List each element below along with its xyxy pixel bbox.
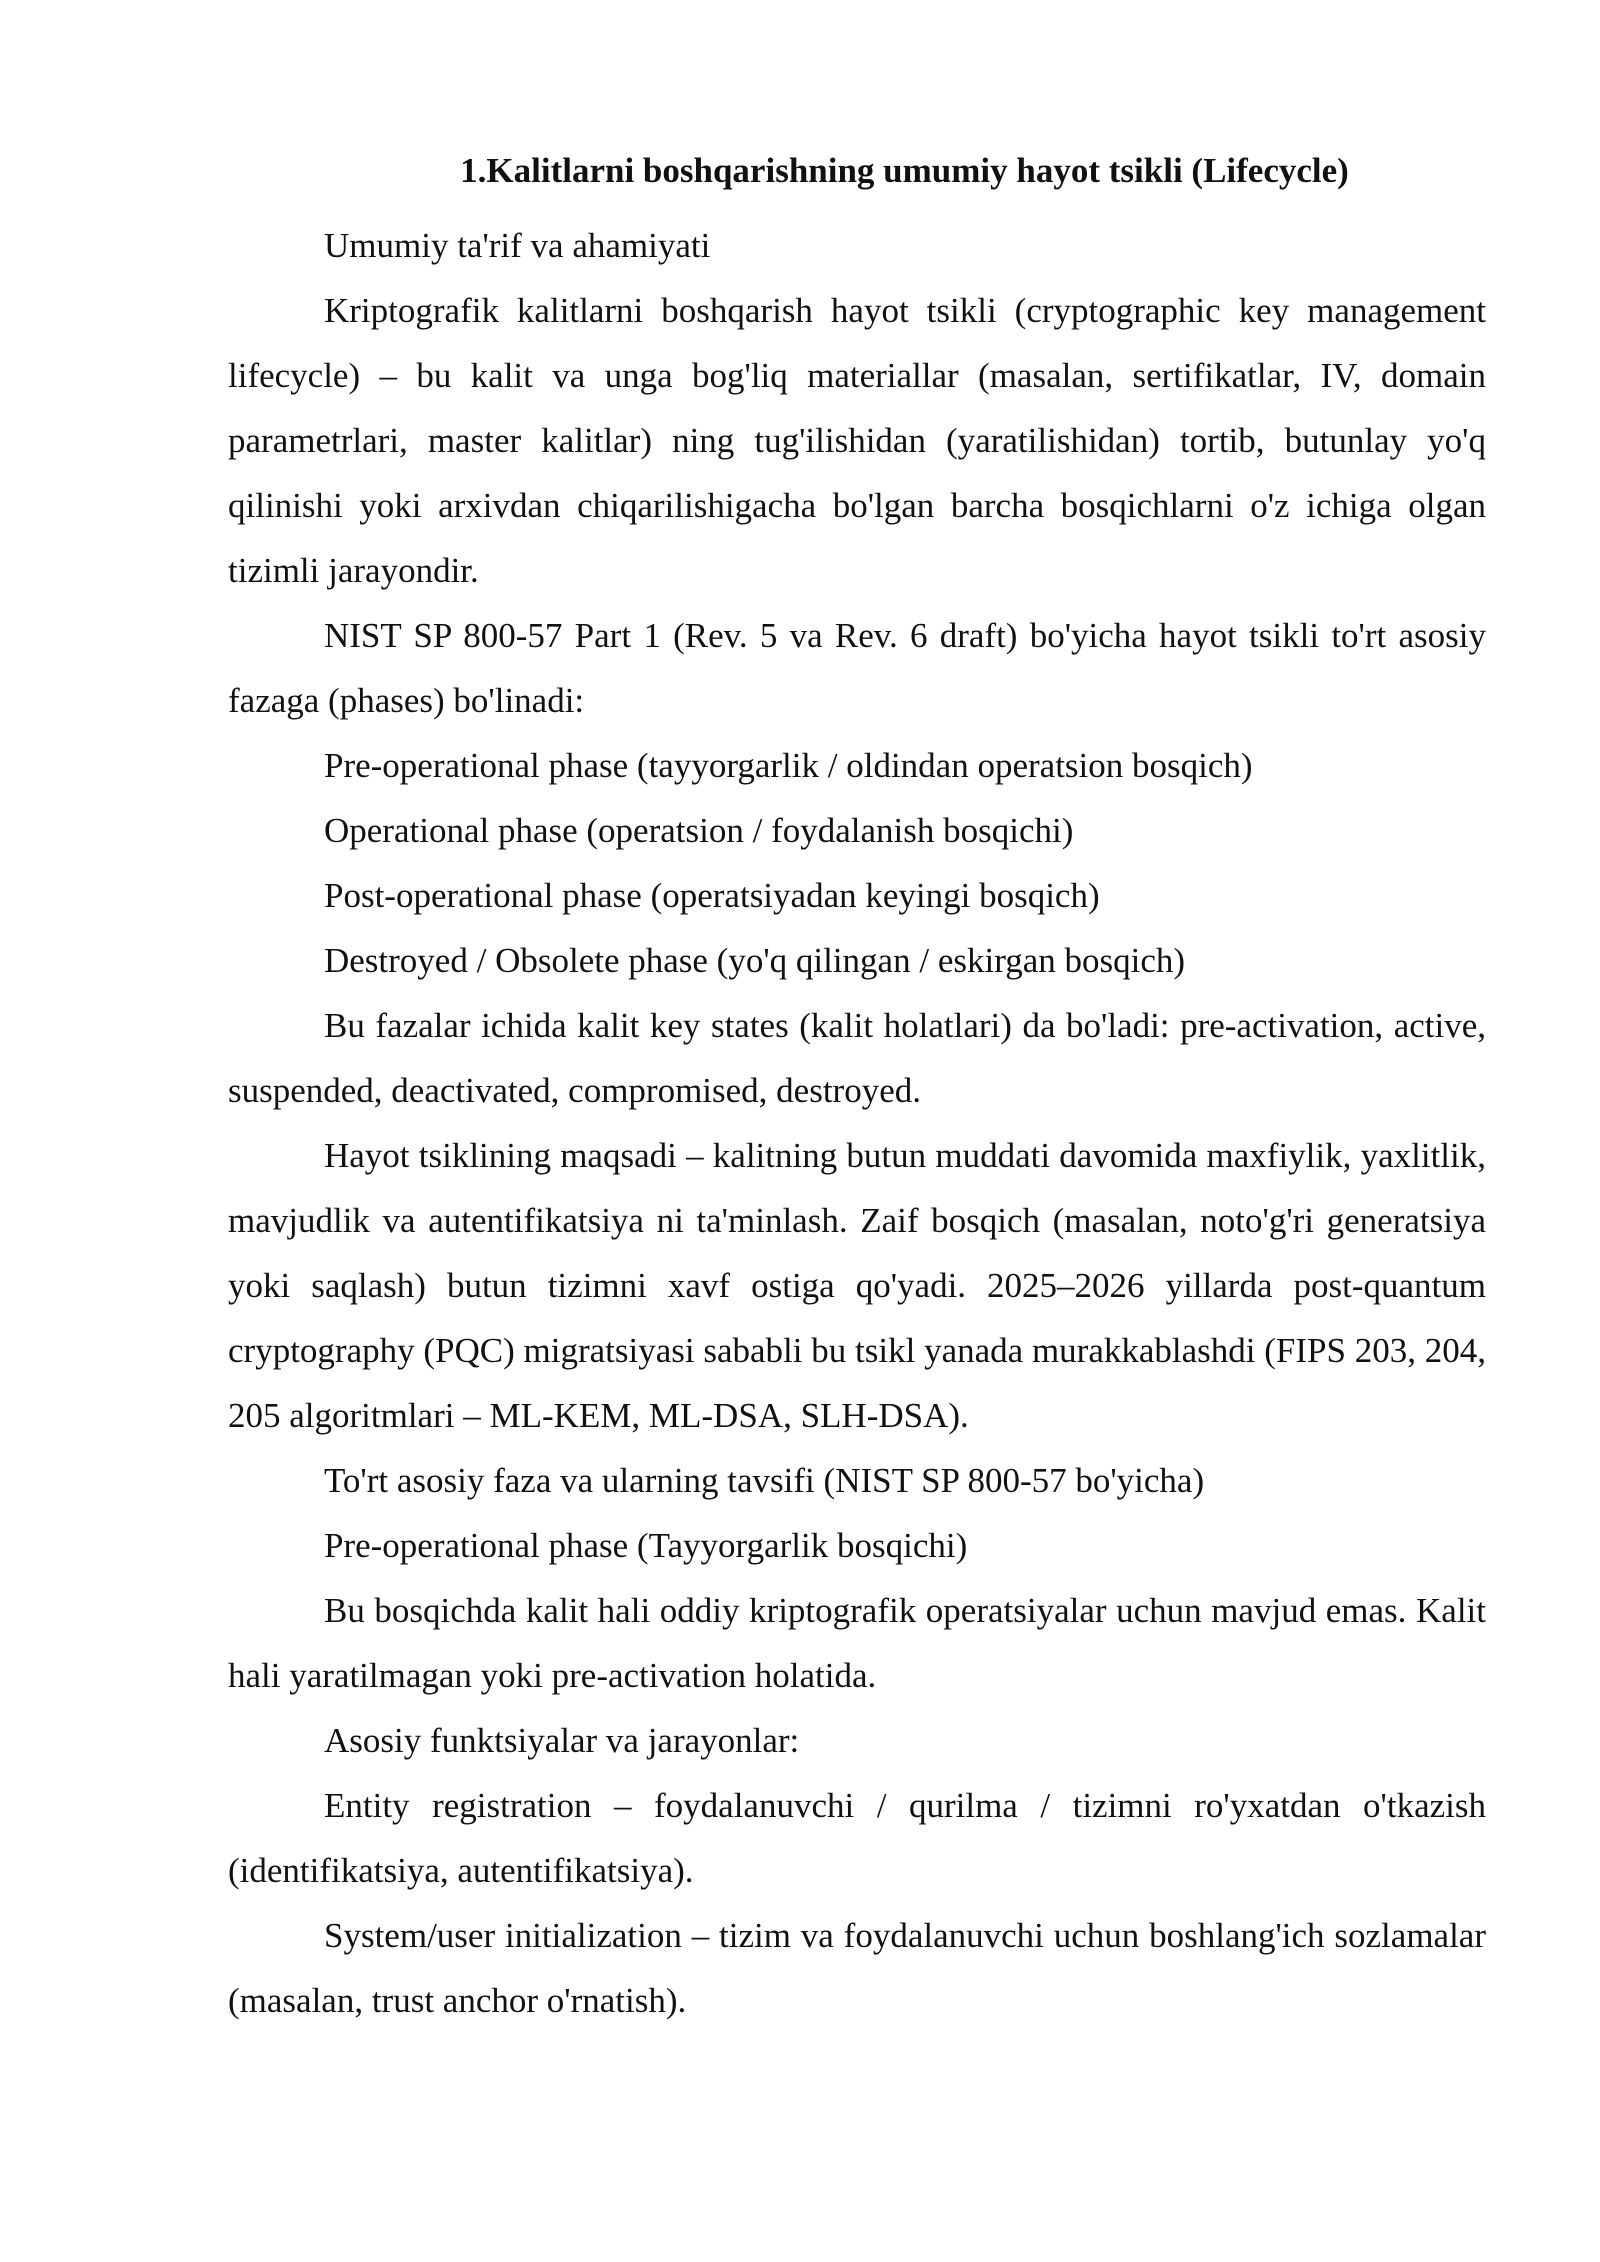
- body-paragraph: Bu fazalar ichida kalit key states (kalit holatlari) da bo'ladi: pre-activation, active, suspended, deactivated, compromised, destroyed.: [228, 1006, 1486, 1110]
- phase-list-item: Post-operational phase (operatsiyadan keyingi bosqich): [324, 876, 1100, 915]
- body-paragraph: Hayot tsiklining maqsadi – kalitning butun muddati davomida maxfiylik, yaxlitlik, mavjudlik va autentifikatsiya ni ta'minlash. Zaif bosqich (masalan, noto'g'ri generatsiya yoki saqlash) butun tizimni xavf ostiga qo'yadi. 2025–2026 yillarda post-quantum cryptography (PQC) migratsiyasi sababli bu tsikl yanada murakkablashdi (FIPS 203, 204, 205 algoritmlari – ML-KEM, ML-DSA, SLH-DSA).: [228, 1136, 1486, 1435]
- section-subtitle: Umumiy ta'rif va ahamiyati: [324, 226, 711, 265]
- body-paragraph: Kriptografik kalitlarni boshqarish hayot tsikli (cryptographic key management lifecycle) – bu kalit va unga bog'liq materiallar (masalan, sertifikatlar, IV, domain parametrlari, master kalitlar) ning tug'ilishidan (yaratilishidan) tortib, butunlay yo'q qilinishi yoki arxivdan chiqarilishigacha bo'lgan barcha bosqichlarni o'z ichiga olgan tizimli jarayondir.: [228, 291, 1486, 590]
- section-subtitle: To'rt asosiy faza va ularning tavsifi (NIST SP 800-57 bo'yicha): [324, 1461, 1205, 1500]
- section-subtitle: Asosiy funktsiyalar va jarayonlar:: [324, 1721, 800, 1760]
- phase-list-item: Operational phase (operatsion / foydalanish bosqichi): [324, 811, 1074, 850]
- document-page: [228, 148, 1486, 2033]
- document-heading: 1.Kalitlarni boshqarishning umumiy hayot tsikli (Lifecycle): [460, 151, 1349, 190]
- body-paragraph: NIST SP 800-57 Part 1 (Rev. 5 va Rev. 6 draft) bo'yicha hayot tsikli to'rt asosiy fazaga (phases) bo'linadi:: [228, 616, 1486, 720]
- body-paragraph: Entity registration – foydalanuvchi / qurilma / tizimni ro'yxatdan o'tkazish (identifikatsiya, autentifikatsiya).: [228, 1786, 1486, 1890]
- phase-list-item: Destroyed / Obsolete phase (yo'q qilingan / eskirgan bosqich): [324, 941, 1186, 980]
- body-paragraph: Bu bosqichda kalit hali oddiy kriptografik operatsiyalar uchun mavjud emas. Kalit hali yaratilmagan yoki pre-activation holatida.: [228, 1591, 1486, 1695]
- body-paragraph: System/user initialization – tizim va foydalanuvchi uchun boshlang'ich sozlamalar (masalan, trust anchor o'rnatish).: [228, 1916, 1486, 2020]
- phase-list-item: Pre-operational phase (tayyorgarlik / oldindan operatsion bosqich): [324, 746, 1253, 785]
- section-subtitle: Pre-operational phase (Tayyorgarlik bosqichi): [324, 1526, 968, 1565]
